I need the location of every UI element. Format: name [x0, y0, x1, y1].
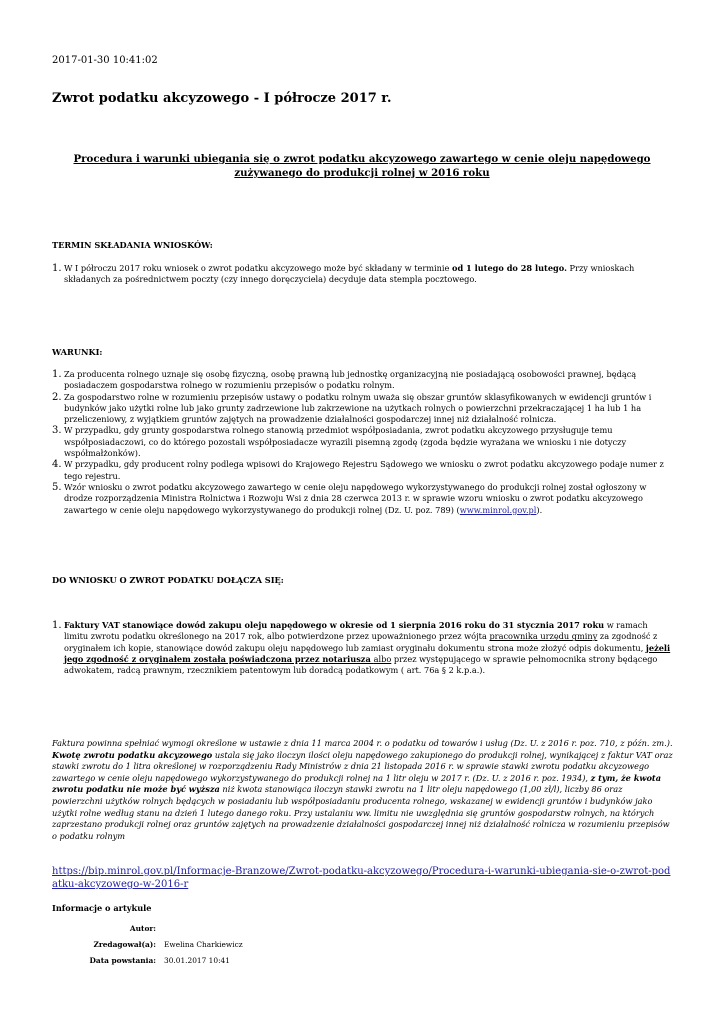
source-url-link[interactable]: https://bip.minrol.gov.pl/Informacje-Branzowe/Zwrot-podatku-akcyzowego/Procedura-i-warunki-ubiegania-sie-o-zwrot-podatku-akcyzowego-w-2016-r	[52, 866, 671, 890]
invoice-note: Faktura powinna spełniać wymogi określone w ustawie z dnia 11 marca 2004 r. o podatku od towarów i usług (Dz. U. z 2016 r. poz. 710, z późn. zm.). Kwotę zwrotu podatku akcyzowego ustala się jako iloczyn ilości oleju napędowego zakupionego do produkcji rolnej, wynikającej z faktur VAT oraz stawki zwrotu do 1 litra określonej w rozporządzeniu Rady Ministrów z dnia 21 listopada 2016 r. w sprawie stawki zwrotu podatku akcyzowego zawartego w cenie oleju napędowego wykorzystywanego do produkcji rolnej na 1 litr oleju w 2017 r. (Dz. U. z 2016 r. poz. 1934), z tym, że kwota zwrotu podatku nie może być wyższa niż kwota stanowiąca iloczyn stawki zwrotu na 1 litr oleju napędowego (1,00 zł/l), liczby 86 oraz powierzchni użytków rolnych będących w posiadaniu lub współposiadaniu producenta rolnego, wskazanej w ewidencji gruntów i budynków jako użytki rolne według stanu na dzień 1 lutego danego roku. Przy ustalaniu ww. limitu nie uwzględnia się gruntów gospodarstw rolnych, na których zaprzestano produkcji rolnej oraz gruntów zajętych na prowadzenie działalności gospodarczej innej niż działalność rolnicza w rozumieniu przepisów o podatku rolnym	[52, 738, 673, 841]
list-item: 4. W przypadku, gdy producent rolny podlega wpisowi do Krajowego Rejestru Sądowego we wniosku o zwrot podatku akcyzowego podaje numer z tego rejestru.	[52, 459, 664, 481]
table-row: Data powstania: 30.01.2017 10:41	[89, 955, 230, 965]
section-heading-warunki: WARUNKI:	[52, 347, 103, 357]
article-info-table	[52, 920, 247, 968]
minrol-link[interactable]: www.minrol.gov.pl	[459, 504, 537, 515]
warunki-list	[52, 369, 674, 516]
list-item: 1. Za producenta rolnego uznaje się osobę fizyczną, osobę prawną lub jednostkę organizacyjną nie posiadającą osobowości prawnej, będącą posiadaczem gospodarstwa rolnego w rozumieniu przepisów o podatku rolnym.	[52, 369, 637, 391]
list-item: 1. Faktury VAT stanowiące dowód zakupu oleju napędowego w okresie od 1 sierpnia 2016 roku do 31 stycznia 2017 roku w ramach limitu zwrotu podatku określonego na 2017 rok, albo potwierdzone przez upoważnionego przez wójta pracownika urzędu gminy za zgodność z oryginałem ich kopie, stanowiące dowód zakupu oleju napędowego lub zamiast oryginału dokumentu strona może złożyć odpis dokumentu, jeżeli jego zgodność z oryginałem została poświadczona przez notariusza albo przez występującego w sprawie pełnomocnika strony będącego adwokatem, radcą prawnym, rzecznikiem patentowym lub doradcą podatkowym ( art. 76a § 2 k.p.a.).	[52, 620, 671, 676]
table-row: Zredagował(a): Ewelina Charkiewicz	[93, 939, 243, 949]
section-heading-termin: TERMIN SKŁADANIA WNIOSKÓW:	[52, 240, 213, 250]
page-title: Zwrot podatku akcyzowego - I półrocze 2017 r.	[52, 91, 392, 106]
list-item: 1. W I półroczu 2017 roku wniosek o zwrot podatku akcyzowego może być składany w terminie od 1 lutego do 28 lutego. Przy wnioskach składanych za pośrednictwem poczty (czy innego doręczyciela) decyduje data stempla pocztowego.	[52, 263, 635, 285]
list-item: 2. Za gospodarstwo rolne w rozumieniu przepisów ustawy o podatku rolnym uważa się obszar gruntów sklasyfikowanych w ewidencji gruntów i budynków jako użytki rolne lub jako grunty zadrzewione lub zakrzewione na użytkach rolnych o powierzchni przekraczającej 1 ha lub 1 ha przeliczeniowy, z wyjątkiem gruntów zajętych na prowadzenie działalności gospodarczej innej niż działalność rolnicza.	[52, 391, 652, 425]
article-info-heading: Informacje o artykule	[52, 903, 152, 913]
timestamp: 2017-01-30 10:41:02	[52, 55, 158, 66]
list-item: 5. Wzór wniosku o zwrot podatku akcyzowego zawartego w cenie oleju napędowego wykorzystywanego do produkcji rolnej został ogłoszony w drodze rozporządzenia Ministra Rolnictwa i Rozwoju Wsi z dnia 28 czerwca 2013 r. w sprawie wzoru wniosku o zwrot podatku akcyzowego zawartego w cenie oleju napędowego wykorzystywanego do produkcji rolnej (Dz. U. poz. 789) (www.minrol.gov.pl).	[52, 481, 647, 515]
list-item: 3. W przypadku, gdy grunty gospodarstwa rolnego stanowią przedmiot współposiadania, zwrot podatku akcyzowego przysługuje temu współposiadaczowi, co do którego pozostali współposiadacze wyrazili pisemną zgodę (zgoda będzie wyrażana we wniosku i nie dotyczy współmałżonków).	[52, 425, 627, 459]
subtitle: Procedura i warunki ubiegania się o zwrot podatku akcyzowego zawartego w cenie oleju napędowego zużywanego do produkcji rolnej w 2016 roku	[73, 153, 651, 179]
table-row: Autor:	[129, 923, 156, 933]
section-heading-dolacza: DO WNIOSKU O ZWROT PODATKU DOŁĄCZA SIĘ:	[52, 575, 284, 585]
termin-list	[52, 263, 674, 286]
dolacza-list	[52, 620, 674, 676]
